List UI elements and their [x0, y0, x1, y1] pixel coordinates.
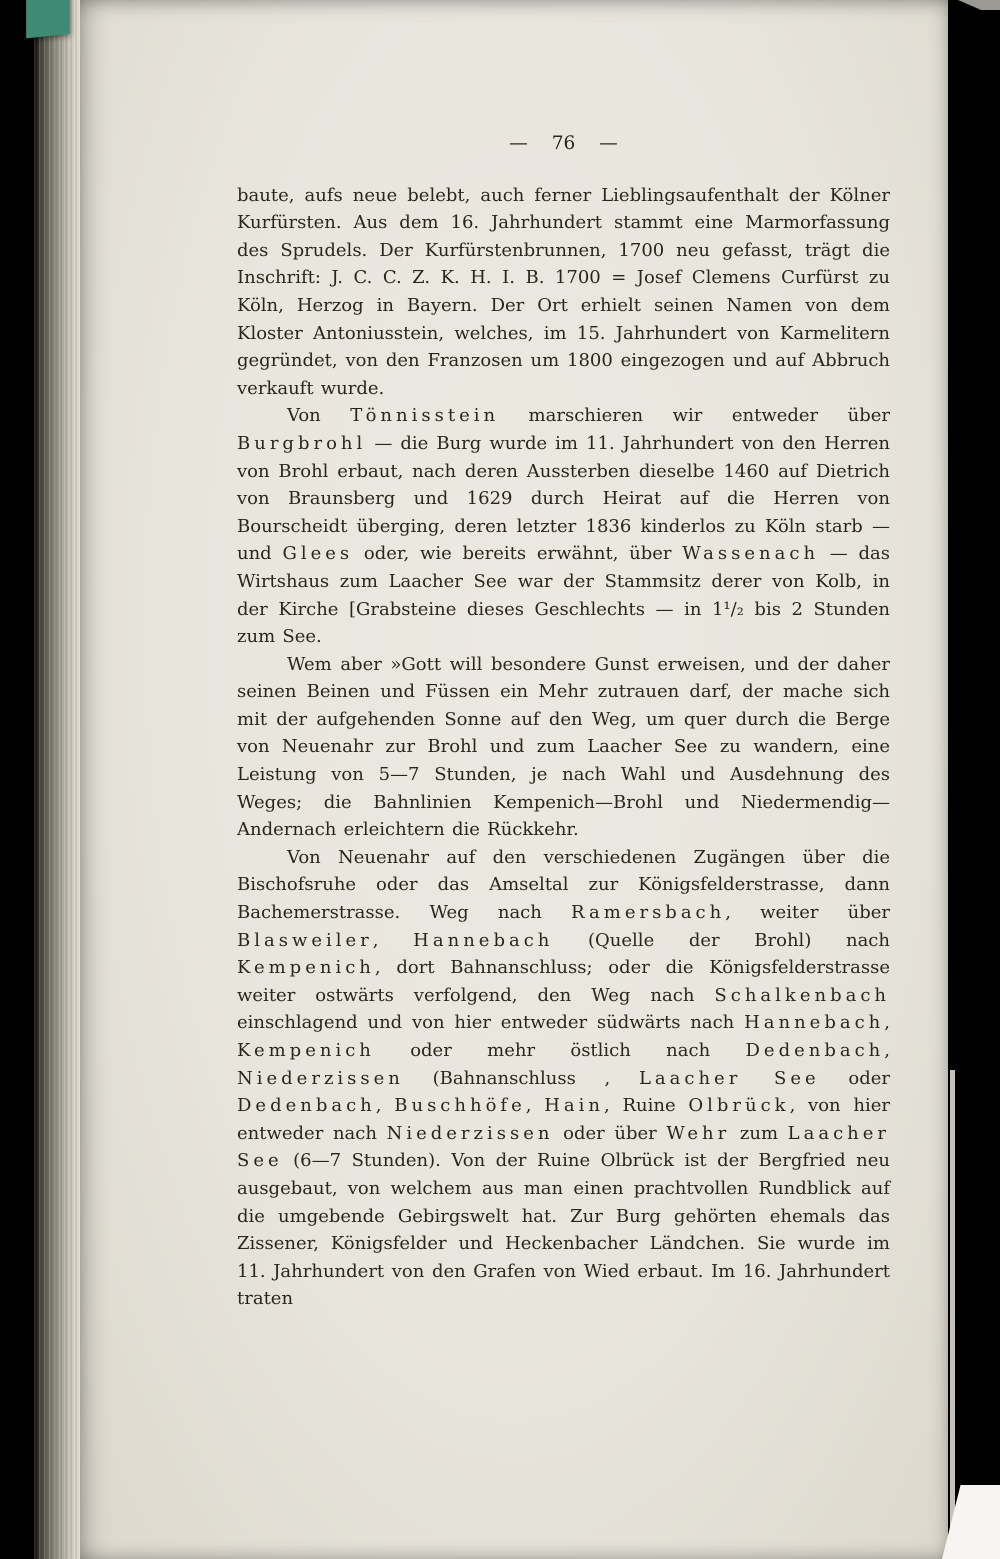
body-text: zum — [730, 1122, 788, 1144]
place-name: Niederzissen — [386, 1122, 554, 1144]
paragraph — [237, 844, 890, 1313]
adjacent-page-edge — [950, 1070, 955, 1559]
paragraph — [237, 182, 890, 403]
place-name: Wassenach — [682, 543, 820, 565]
body-text: marschieren wir entweder über — [499, 405, 891, 427]
place-name: Glees — [282, 543, 354, 565]
body-text: oder über — [553, 1122, 667, 1144]
place-name: Wehr — [666, 1122, 731, 1144]
place-name: Buschhöfe — [394, 1095, 526, 1117]
body-text: oder, wie bereits erwähnt, über — [353, 543, 683, 565]
body-text: , — [884, 1040, 890, 1061]
place-name: Blasweiler — [237, 929, 373, 951]
body-text: , — [884, 1012, 890, 1034]
page-number-dash-right: — — [599, 133, 618, 154]
body-text: oder — [819, 1067, 890, 1089]
place-name: Kempenich — [237, 957, 375, 979]
body-text: , — [372, 929, 414, 951]
body-text: oder mehr östlich nach — [374, 1040, 746, 1061]
place-name: Kempenich — [237, 1040, 375, 1061]
paragraph — [237, 402, 890, 650]
body-text: — die Burg wurde im 11. Jahrhundert von den Herren von Brohl erbaut, nach deren Aussterben dieselbe 1460 auf Dietrich von Braunsberg und 1629 durch Heirat auf die Herren von Bourscheidt überging, deren letzter 1836 kinderlos zu Köln starb — und — [237, 432, 890, 565]
page-number-value: 76 — [551, 133, 576, 154]
body-text: Von Neuenahr auf den verschiedenen Zugängen über die Bischofsruhe oder das Amseltal zur Königsfelderstrasse, dann Bachemerstrasse. Weg nach — [237, 846, 890, 924]
place-name: Hannebach — [413, 929, 554, 951]
body-text: einschlagend und von hier entweder südwärts nach — [237, 1012, 745, 1034]
place-name: Olbrück — [688, 1095, 790, 1117]
page-stack-edge — [34, 0, 82, 1559]
body-text: , von hier entweder nach — [237, 1095, 890, 1144]
book-cover-corner — [26, 0, 70, 38]
place-name: Niederzissen — [237, 1067, 404, 1089]
place-name: Hain — [544, 1095, 604, 1117]
body-text: , weiter über — [725, 902, 891, 924]
adjacent-page-top-edge — [958, 0, 1000, 10]
body-text: Von — [287, 405, 351, 427]
body-text: , — [375, 1095, 395, 1117]
body-text: (Quelle der Brohl) nach — [553, 929, 890, 951]
place-name: Hannebach — [744, 1012, 885, 1034]
paragraph — [237, 651, 890, 844]
text-block — [237, 0, 890, 1313]
body-text: (6—7 Stunden). Von der Ruine Olbrück ist der Bergfried neu ausgebaut, von welchem aus man einen prachtvollen Rundblick auf die umgebende Gebirgswelt hat. Zur Burg gehörten ehemals das Zissener, Königsfelder und Heckenbacher Ländchen. Sie wurde im 11. Jahrhundert von den Grafen von Wied erbaut. Im 16. Jahrhundert traten — [237, 1150, 890, 1310]
place-name: Ramersbach — [571, 902, 726, 924]
page-number — [237, 130, 890, 158]
place-name: Laacher See — [638, 1067, 820, 1089]
place-name: Dedenbach — [745, 1040, 885, 1061]
body-text: , dort Bahnanschluss; oder die Königsfelderstrasse weiter ostwärts verfolgend, den Weg nach — [237, 957, 890, 1006]
book-page — [80, 0, 948, 1559]
place-name: Burgbrohl — [237, 432, 367, 454]
body-text: — das Wirtshaus zum Laacher See war der Stammsitz derer von Kolb, in der Kirche [Grabsteine dieses Geschlechts — in 1¹/₂ bis 2 Stunden zum See. — [237, 543, 890, 648]
page-number-dash-left: — — [509, 133, 528, 154]
place-name: Laacher See — [237, 1122, 891, 1172]
place-name: Tönnisstein — [350, 405, 500, 427]
body-text: baute, aufs neue belebt, auch ferner Lieblingsaufenthalt der Kölner Kurfürsten. Aus dem 16. Jahrhundert stammt eine Marmorfassung des Sprudels. Der Kurfürstenbrunnen, 1700 neu gefasst, trägt die Inschrift: J. C. C. Z. K. H. I. B. 1700 = Josef Clemens Curfürst zu Köln, Herzog in Bayern. Der Ort erhielt seinen Namen von dem Kloster Antoniusstein, welches, im 15. Jahrhundert von Karmelitern gegründet, von den Franzosen um 1800 eingezogen und auf Abbruch verkauft wurde. — [237, 184, 890, 399]
place-name: Schalkenbach — [714, 984, 890, 1006]
body-text: , Ruine — [603, 1095, 689, 1117]
body-text: Wem aber »Gott will besondere Gunst erweisen, und der daher seinen Beinen und Füssen ein Mehr zutrauen darf, der mache sich mit der aufgehenden Sonne auf den Weg, um quer durch die Berge von Neuenahr zur Brohl und zum Laacher See zu wandern, eine Leistung von 5—7 Stunden, je nach Wahl und Ausdehnung des Weges; die Bahnlinien Kempenich—Brohl und Niedermendig—Andernach erleichtern die Rückkehr. — [237, 653, 890, 841]
body-text: , — [525, 1095, 545, 1117]
body-text: (Bahnanschluss , — [403, 1067, 639, 1089]
place-name: Dedenbach — [237, 1095, 376, 1117]
